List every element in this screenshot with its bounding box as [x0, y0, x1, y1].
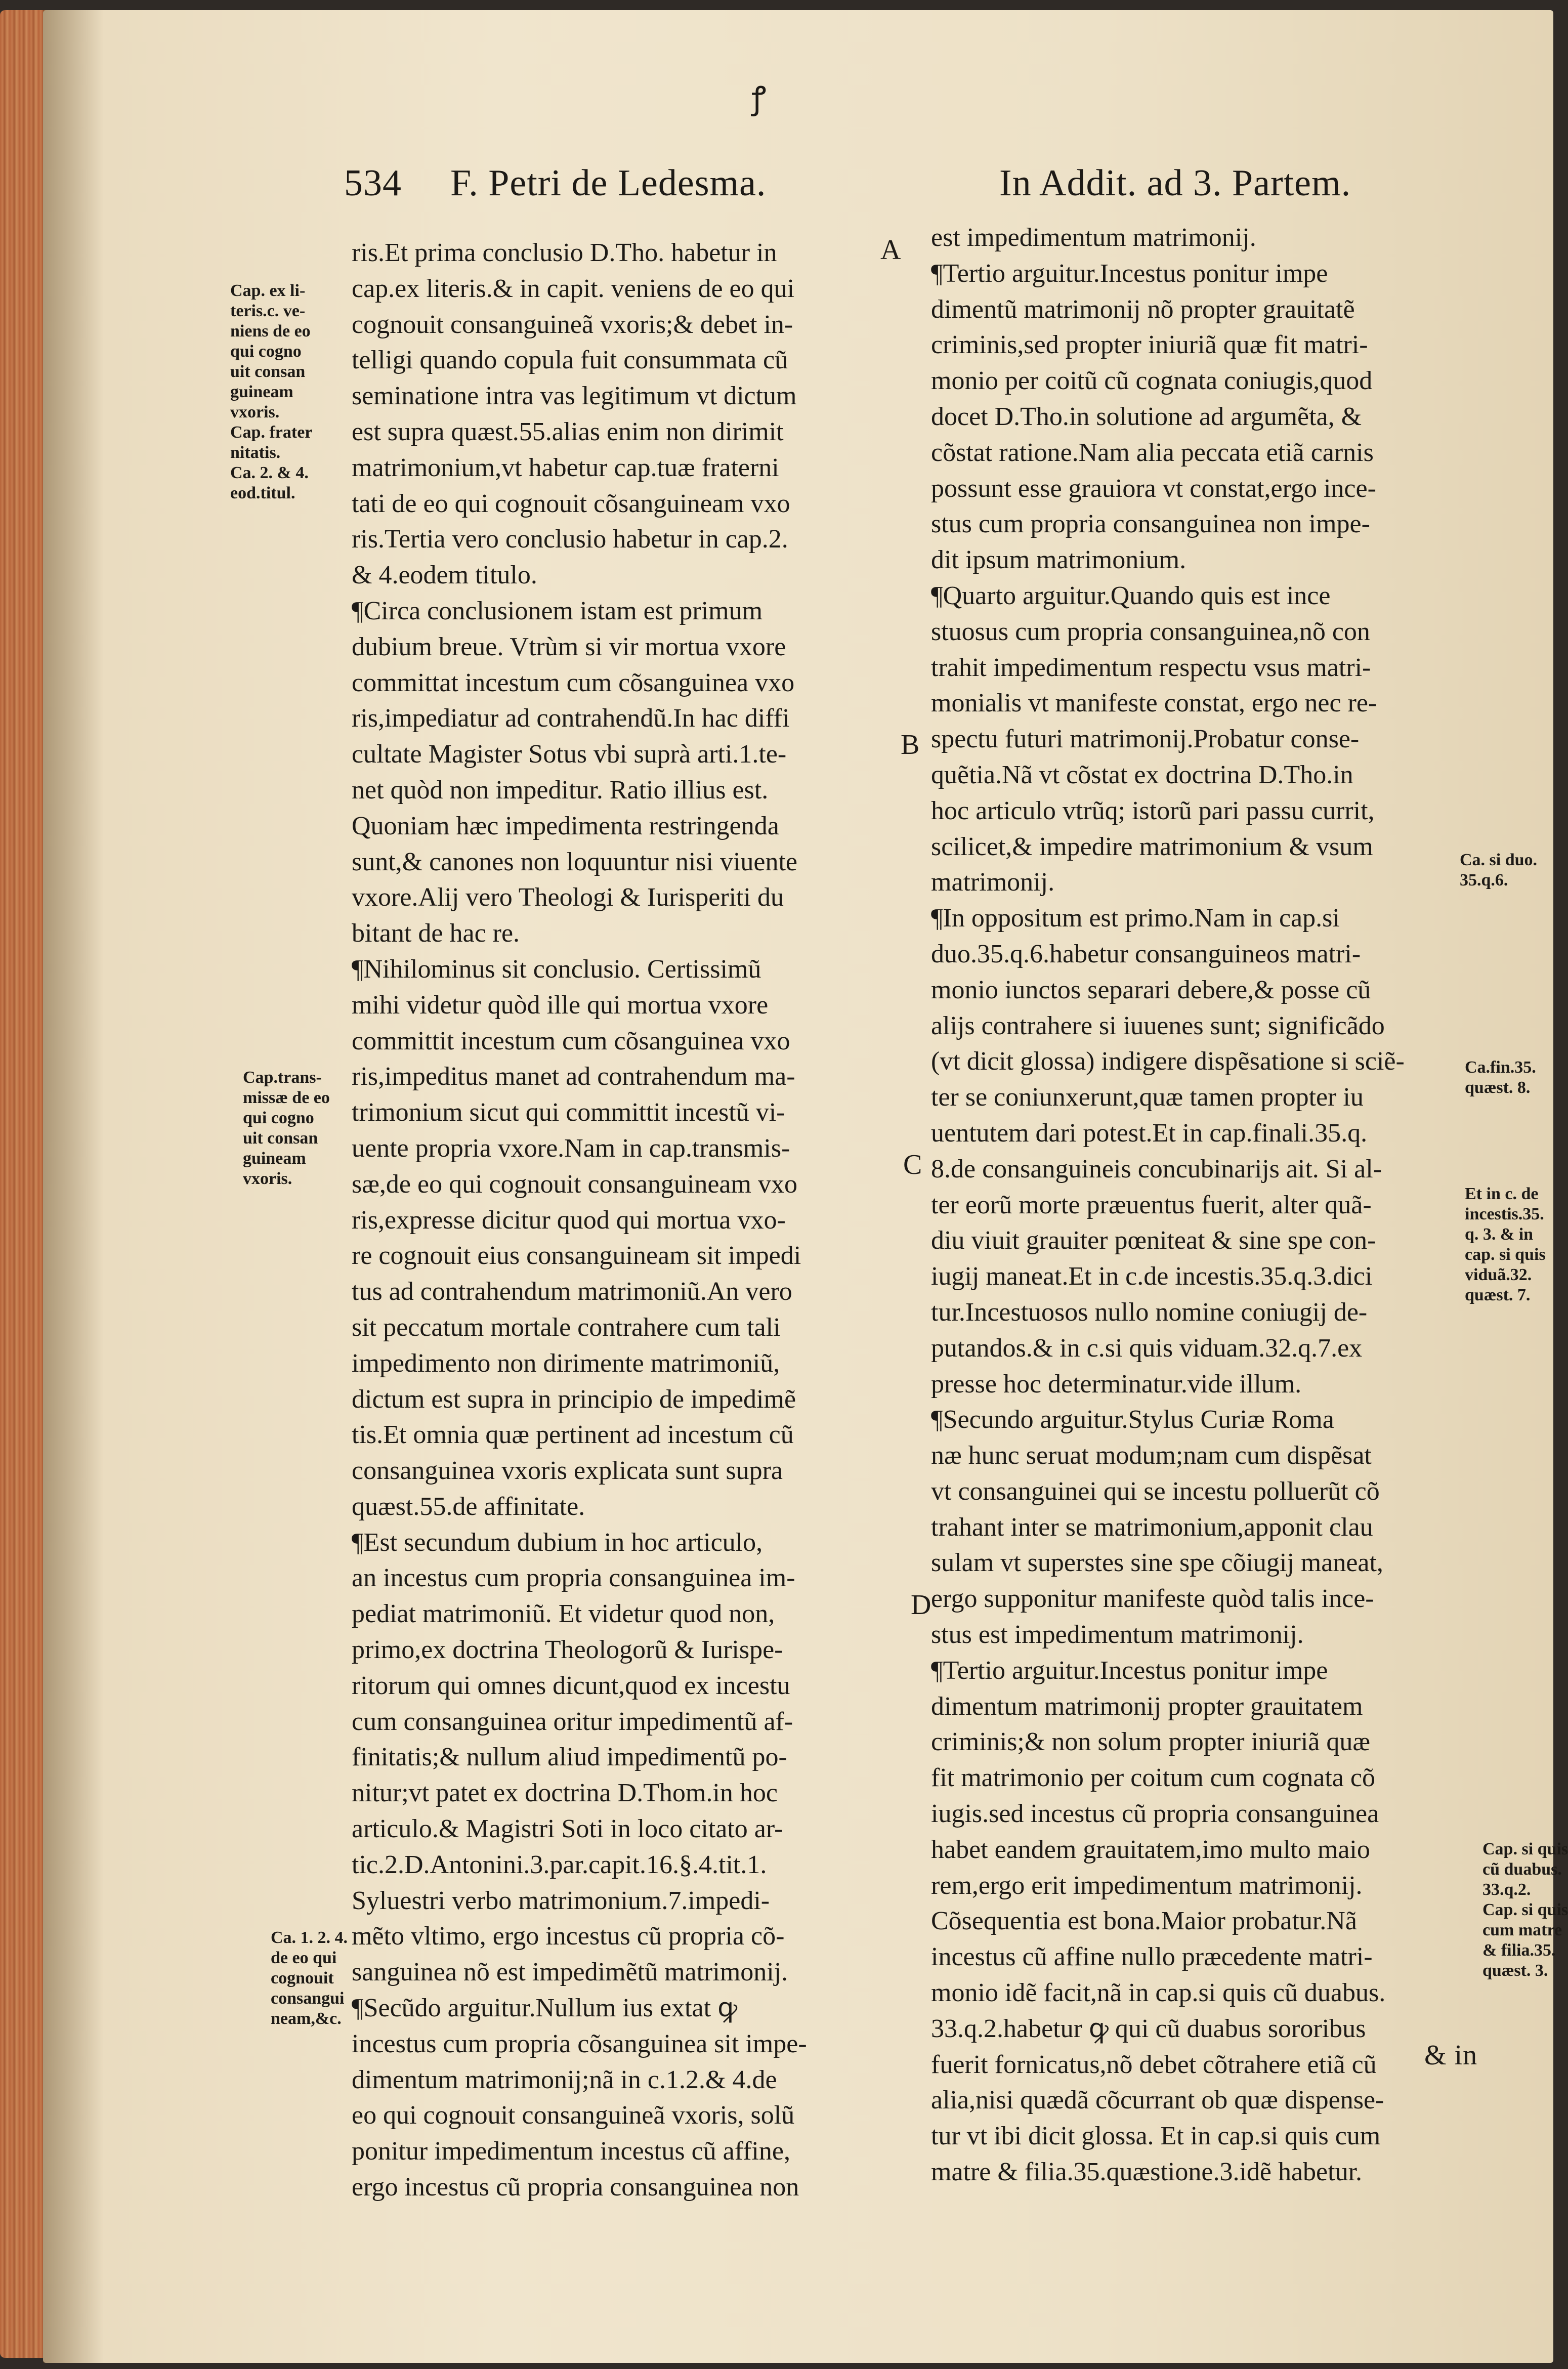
text-line: dit ipsum matrimonium. [931, 545, 1186, 575]
text-line: sit peccatum mortale contrahere cum tali [352, 1313, 781, 1342]
text-line: tis.Et omnia quæ pertinent ad incestum cũ [352, 1420, 794, 1450]
text-line: trahant inter se matrimonium,apponit clau [931, 1512, 1373, 1542]
text-line: ¶Secũdo arguitur.Nullum ius extat ꝙ [352, 1994, 738, 2023]
text-line: alia,nisi quædã cõcurrant ob quæ dispense- [931, 2086, 1384, 2115]
page-number: 534 [344, 162, 402, 204]
text-line: 33.q.2.habetur ꝙ qui cũ duabus sororibus [931, 2014, 1366, 2043]
text-line: ergo incestus cũ propria consanguinea non [352, 2173, 799, 2202]
text-line: est impedimentum matrimonij. [931, 223, 1256, 252]
running-head-left: F. Petri de Ledesma. [450, 162, 767, 204]
margin-note: Et in c. de incestis.35. q. 3. & in cap. si quis viduã.32. quæst. 7. [1465, 1184, 1546, 1304]
text-line: dubium breue. Vtrùm si vir mortua vxore [352, 632, 786, 661]
text-line: criminis;& non solum propter iniuriã quæ [931, 1727, 1371, 1757]
text-line: finitatis;& nullum aliud impedimentũ po- [352, 1743, 787, 1772]
text-line: Syluestri verbo matrimonium.7.impedi- [352, 1886, 770, 1915]
text-line: duo.35.q.6.habetur consanguineos matri- [931, 939, 1361, 968]
text-line: fuerit fornicatus,nõ debet cõtrahere etiã cũ [931, 2050, 1377, 2079]
text-line: dictum est supra in principio de impedimẽ [352, 1384, 796, 1414]
signature-mark: ꝭ [751, 81, 767, 116]
text-line: pediat matrimoniũ. Et videtur quod non, [352, 1599, 775, 1629]
text-line: alijs contrahere si iuuenes sunt; significãdo [931, 1011, 1385, 1040]
text-line: vxore.Alij vero Theologi & Iurisperiti du [352, 883, 784, 912]
text-line: ris,impediatur ad contrahendũ.In hac diffi [352, 704, 790, 733]
text-line: re cognouit eius consanguineam sit impedi [352, 1241, 801, 1271]
text-line: an incestus cum propria consanguinea im- [352, 1563, 795, 1593]
margin-note: Cap.trans- missæ de eo qui cogno uit consan guineam vxoris. [243, 1068, 330, 1188]
running-head-right: In Addit. ad 3. Partem. [999, 162, 1351, 204]
text-line: quæst.55.de affinitate. [352, 1492, 585, 1521]
text-line: incestus cum propria cõsanguinea sit impe- [352, 2029, 807, 2058]
text-line: stus cum propria consanguinea non impe- [931, 510, 1370, 539]
text-line: nitur;vt patet ex doctrina D.Thom.in hoc [352, 1779, 778, 1808]
text-line: & 4.eodem titulo. [352, 561, 537, 590]
text-line: Quoniam hæc impedimenta restringenda [352, 811, 779, 840]
text-line: ¶Nihilominus sit conclusio. Certissimũ [352, 954, 761, 984]
text-line: iugis.sed incestus cũ propria consanguinea [931, 1799, 1379, 1829]
text-line: ris,impeditus manet ad contrahendum ma- [352, 1062, 795, 1091]
text-line: bitant de hac re. [352, 919, 520, 948]
text-line: consanguinea vxoris explicata sunt supra [352, 1456, 783, 1486]
text-line: ¶Tertio arguitur.Incestus ponitur impe [931, 1656, 1328, 1685]
section-letter-b: B [901, 729, 920, 760]
text-line: Cõsequentia est bona.Maior probatur.Nã [931, 1907, 1357, 1936]
text-line: ¶Secundo arguitur.Stylus Curiæ Roma [931, 1405, 1334, 1434]
text-line: criminis,sed propter iniuriã quæ fit matri- [931, 330, 1368, 360]
text-line: possunt esse grauiora vt constat,ergo ince- [931, 474, 1376, 503]
text-line: ter se coniunxerunt,quæ tamen propter iu [931, 1083, 1364, 1112]
text-line: scilicet,& impedire matrimonium & vsum [931, 832, 1373, 861]
text-line: ris.Et prima conclusio D.Tho. habetur in [352, 238, 777, 267]
text-line: vt consanguinei qui se incestu polluerũt cõ [931, 1476, 1380, 1506]
text-line: eo qui cognouit consanguineã vxoris, solũ [352, 2101, 795, 2130]
margin-note: Ca.fin.35. quæst. 8. [1465, 1058, 1536, 1097]
text-line: tic.2.D.Antonini.3.par.capit.16.§.4.tit.1. [352, 1850, 767, 1879]
text-line: dimentum matrimonij;nã in c.1.2.& 4.de [352, 2065, 777, 2094]
text-line: ponitur impedimentum incestus cũ affine, [352, 2137, 790, 2166]
section-letter-a: A [880, 234, 901, 266]
text-line: mihi videtur quòd ille qui mortua vxore [352, 990, 769, 1020]
catchword: & in [1424, 2040, 1478, 2071]
section-letter-c: C [903, 1149, 922, 1180]
text-line: tati de eo qui cognouit cõsanguineam vxo [352, 489, 790, 518]
text-line: ¶Quarto arguitur.Quando quis est ince [931, 581, 1331, 610]
right-text-column [931, 220, 1457, 2190]
left-text-column [352, 235, 896, 2206]
text-line: articulo.& Magistri Soti in loco citato ar- [352, 1814, 783, 1844]
text-line: sulam vt superstes sine spe cõiugij maneat, [931, 1548, 1383, 1578]
text-line: presse hoc determinatur.vide illum. [931, 1369, 1302, 1399]
text-line: net quòd non impeditur. Ratio illius est. [352, 775, 769, 805]
text-line: tur.Incestuosos nullo nomine coniugij de- [931, 1297, 1368, 1327]
text-line: putandos.& in c.si quis viduam.32.q.7.ex [931, 1333, 1363, 1363]
text-line: uentutem dari potest.Et in cap.finali.35.q. [931, 1118, 1368, 1148]
text-line: stuosus cum propria consanguinea,nõ con [931, 617, 1370, 646]
text-line: matrimonij. [931, 868, 1055, 897]
text-line: spectu futuri matrimonij.Probatur conse- [931, 725, 1360, 754]
text-line: ris.Tertia vero conclusio habetur in cap.2. [352, 525, 788, 554]
text-line: mẽto vltimo, ergo incestus cũ propria cõ- [352, 1922, 785, 1951]
text-line: matre & filia.35.quæstione.3.idẽ habetur. [931, 2158, 1363, 2187]
text-line: diu viuit grauiter pœniteat & sine spe con- [931, 1226, 1376, 1255]
text-line: ¶Tertio arguitur.Incestus ponitur impe [931, 259, 1328, 288]
text-line: monio per coitũ cũ cognata coniugis,quod [931, 366, 1373, 396]
text-line: est supra quæst.55.alias enim non dirimit [352, 417, 784, 446]
text-line: sæ,de eo qui cognouit consanguineam vxo [352, 1169, 797, 1199]
text-line: committat incestum cum cõsanguinea vxo [352, 668, 795, 697]
text-line: matrimonium,vt habetur cap.tuæ fraterni [352, 453, 779, 482]
text-line: ¶In oppositum est primo.Nam in cap.si [931, 904, 1340, 933]
text-line: ris,expresse dicitur quod qui mortua vxo- [352, 1205, 786, 1235]
text-line: primo,ex doctrina Theologorũ & Iurispe- [352, 1635, 783, 1665]
text-line: næ hunc seruat modum;nam cum dispẽsat [931, 1441, 1372, 1470]
text-line: fit matrimonio per coitum cum cognata cõ [931, 1763, 1375, 1793]
text-line: uente propria vxore.Nam in cap.transmis- [352, 1133, 790, 1163]
margin-note: Ca. 1. 2. 4. de eo qui cognouit consangui neam,&c. [271, 1928, 348, 2028]
text-line: trahit impedimentum respectu vsus matri- [931, 653, 1371, 682]
text-line: cultate Magister Sotus vbi suprà arti.1.te- [352, 740, 787, 769]
text-line: 8.de consanguineis concubinarijs ait. Si al- [931, 1154, 1382, 1183]
text-line: telligi quando copula fuit consummata cũ [352, 346, 788, 375]
text-line: sanguinea nõ est impedimẽtũ matrimonij. [352, 1958, 788, 1987]
text-line: committit incestum cum cõsanguinea vxo [352, 1026, 790, 1055]
text-line: stus est impedimentum matrimonij. [931, 1620, 1304, 1649]
text-line: ritorum qui omnes dicunt,quod ex incestu [352, 1671, 790, 1700]
text-line: seminatione intra vas legitimum vt dictum [352, 382, 797, 411]
text-line: trimonium sicut qui committit incestũ vi- [352, 1098, 785, 1127]
section-letter-d: D [911, 1589, 931, 1621]
text-line: cognouit consanguineã vxoris;& debet in- [352, 310, 793, 339]
margin-note: Cap. si quis cũ duabus. 33.q.2. Cap. si quis cum matre & filia.35. quæst. 3. [1482, 1840, 1568, 1980]
text-line: quẽtia.Nã vt cõstat ex doctrina D.Tho.in [931, 760, 1353, 789]
gutter-shadow [43, 10, 104, 2363]
text-line: cum consanguinea oritur impedimentũ af- [352, 1707, 793, 1736]
text-line: rem,ergo erit impedimentum matrimonij. [931, 1871, 1363, 1900]
text-line: habet eandem grauitatem,imo multo maio [931, 1835, 1370, 1864]
text-line: iugij maneat.Et in c.de incestis.35.q.3.dici [931, 1262, 1373, 1291]
text-line: tur vt ibi dicit glossa. Et in cap.si quis cum [931, 2122, 1381, 2151]
text-line: cõstat ratione.Nam alia peccata etiã carnis [931, 438, 1374, 467]
text-line: incestus cũ affine nullo præcedente matri- [931, 1942, 1373, 1972]
text-line: monio idẽ facit,nã in cap.si quis cũ duabus. [931, 1978, 1386, 2008]
text-line: ¶Est secundum dubium in hoc articulo, [352, 1528, 763, 1557]
text-line: dimentũ matrimonij nõ propter grauitatẽ [931, 294, 1355, 324]
text-line: cap.ex literis.& in capit. veniens de eo qui [352, 274, 795, 303]
text-line: monialis vt manifeste constat, ergo nec re- [931, 689, 1377, 718]
text-line: dimentum matrimonij propter grauitatem [931, 1691, 1363, 1721]
text-line: (vt dicit glossa) indigere dispẽsatione si sciẽ- [931, 1047, 1405, 1076]
text-line: sunt,& canones non loquuntur nisi viuente [352, 847, 798, 876]
margin-note: Cap. ex li- teris.c. ve- niens de eo qui cogno uit consan guineam vxoris. Cap. frater nitatis. Ca. 2. & 4. eod.titul. [230, 281, 313, 502]
text-line: tus ad contrahendum matrimoniũ.An vero [352, 1277, 792, 1306]
text-line: ¶Circa conclusionem istam est primum [352, 596, 763, 625]
text-line: ergo supponitur manifeste quòd talis ince- [931, 1584, 1374, 1614]
margin-note: Ca. si duo. 35.q.6. [1460, 851, 1538, 890]
text-line: hoc articulo vtrũq; istorũ pari passu currit, [931, 796, 1375, 825]
text-line: ter eorũ morte præuentus fuerit, alter quã- [931, 1190, 1372, 1219]
text-line: docet D.Tho.in solutione ad argumẽta, & [931, 402, 1362, 431]
text-line: impedimento non dirimente matrimoniũ, [352, 1348, 780, 1378]
text-line: monio iunctos separari debere,& posse cũ [931, 975, 1371, 1004]
